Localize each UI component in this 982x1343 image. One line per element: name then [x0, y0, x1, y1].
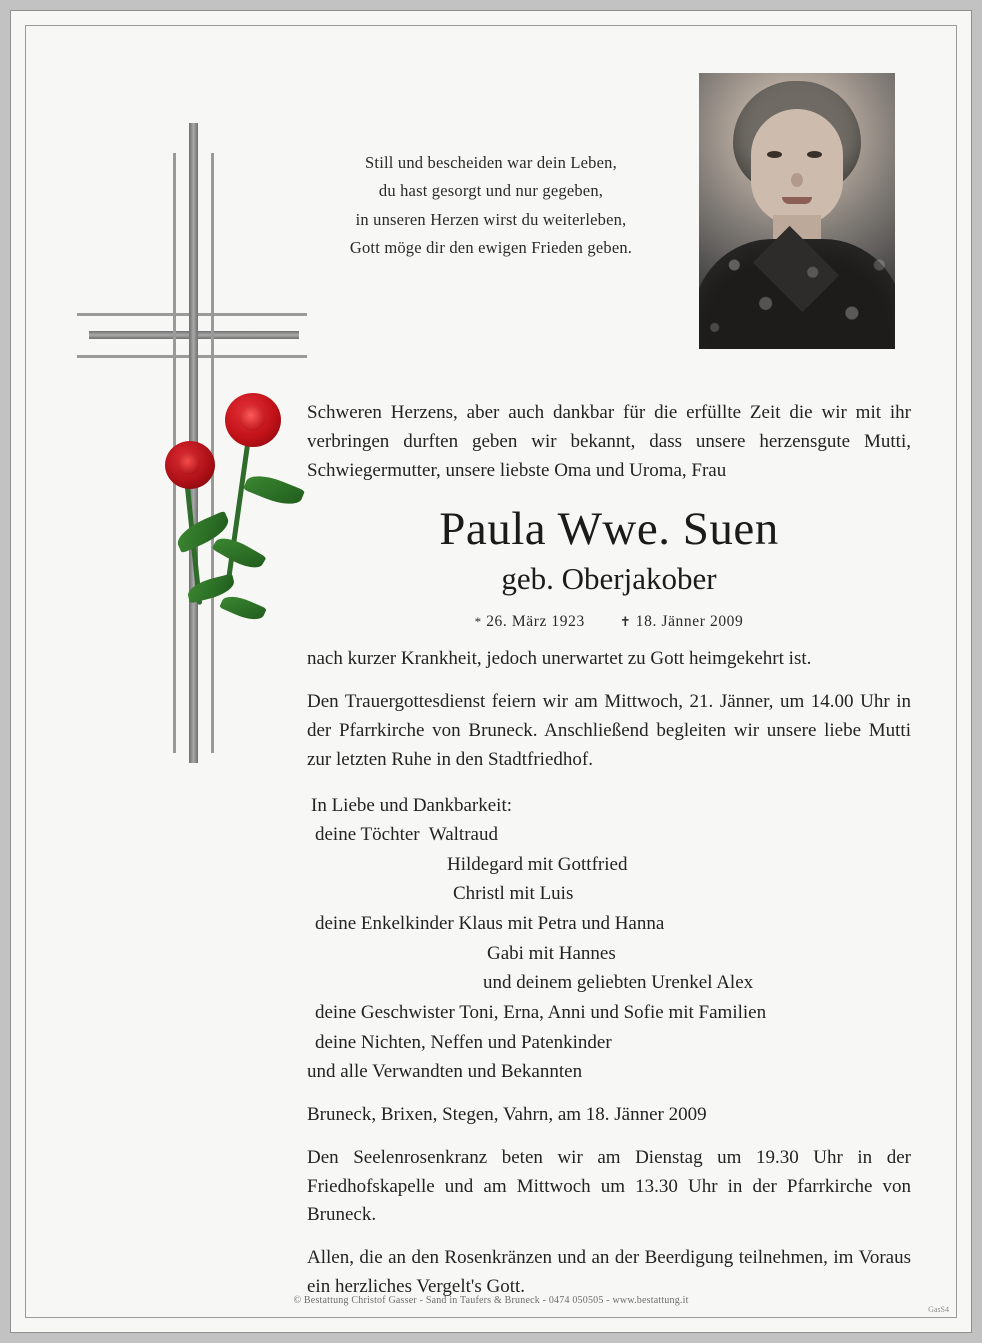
deceased-name: Paula Wwe. Suen — [439, 502, 779, 555]
funeral-service-text: Den Trauergottesdienst feiern wir am Mittwoch, 21. Jänner, um 14.00 Uhr in der Pfarrkirche von Bruneck. Anschließend begleiten wir unsere liebe Mutti zur letzten Ruhe in den Stadtfriedhof. — [307, 690, 911, 770]
portrait-eye-right — [807, 151, 822, 158]
rose-leaf-5 — [219, 591, 267, 625]
family-line-2: Hildegard mit Gottfried — [447, 853, 628, 875]
cross-illustration — [77, 123, 307, 773]
portrait-photo — [699, 73, 895, 349]
cross-symbol-icon: ✝ — [619, 613, 632, 629]
corner-reference-mark: GasS4 — [928, 1305, 949, 1314]
portrait-face — [751, 109, 843, 225]
portrait-floral-pattern — [699, 229, 895, 349]
death-date: 18. Jänner 2009 — [635, 612, 744, 630]
memorial-poem — [311, 149, 671, 263]
family-line-9: und alle Verwandten und Bekannten — [307, 1061, 583, 1083]
family-line-8: deine Nichten, Neffen und Patenkinder — [315, 1031, 612, 1053]
rosary-text: Den Seelenrosenkranz beten wir am Dienstag um 19.30 Uhr in der Friedhofskapelle und am Mittwoch um 13.30 Uhr in der Pfarrkirche von Bruneck. — [307, 1146, 911, 1226]
rose-flower-lower — [165, 441, 215, 489]
family-heading: In Liebe und Dankbarkeit: — [311, 794, 513, 816]
rose-flower-upper — [225, 393, 281, 447]
family-line-5: Gabi mit Hannes — [487, 942, 616, 964]
announcement-intro: Schweren Herzens, aber auch dankbar für die erfüllte Zeit die wir mit ihr verbringen durften geben wir bekannt, dass unsere herzensgute Mutti, Schwiegermutter, unsere liebste Oma und Uroma, Frau — [307, 402, 911, 481]
birth-date: 26. März 1923 — [486, 612, 585, 630]
family-line-6: und deinem geliebten Urenkel Alex — [483, 972, 754, 994]
memorial-text-block — [307, 399, 911, 1302]
footer-credit: © Bestattung Christof Gasser - Sand in Taufers & Bruneck - 0474 050505 - www.bestattung.it — [293, 1295, 689, 1306]
birth-symbol-icon: * — [474, 613, 482, 629]
family-line-1: deine Töchter Waltraud — [315, 824, 498, 846]
family-line-7: deine Geschwister Toni, Erna, Anni und Sofie mit Familien — [315, 1001, 767, 1023]
rose-stem-upper — [225, 441, 251, 590]
deceased-maiden-name: geb. Oberjakober — [501, 561, 717, 597]
portrait-mouth — [782, 197, 812, 204]
poem-line-2: du hast gesorgt und nur gegeben, — [378, 181, 604, 201]
poem-line-3: in unseren Herzen wirst du weiterleben, — [355, 209, 627, 229]
roses-illustration — [117, 393, 307, 673]
thanks-text: Allen, die an den Rosenkränzen und an der Beerdigung teilnehmen, im Voraus ein herzliches Vergelt's Gott. — [307, 1247, 911, 1298]
poem-line-1: Still und bescheiden war dein Leben, — [365, 153, 617, 172]
memorial-card — [10, 10, 972, 1333]
poem-line-4: Gott möge dir den ewigen Frieden geben. — [349, 238, 633, 258]
rose-leaf-1 — [243, 469, 305, 511]
life-dates — [307, 610, 911, 634]
rose-leaf-3 — [211, 531, 266, 574]
family-block — [307, 791, 911, 1087]
portrait-nose — [791, 173, 803, 187]
places-and-date: Bruneck, Brixen, Stegen, Vahrn, am 18. Jänner 2009 — [307, 1103, 707, 1125]
family-line-3: Christl mit Luis — [453, 883, 574, 905]
after-dates-text: nach kurzer Krankheit, jedoch unerwartet zu Gott heimgekehrt ist. — [307, 648, 812, 670]
portrait-eye-left — [767, 151, 782, 158]
family-line-4: deine Enkelkinder Klaus mit Petra und Hanna — [315, 913, 665, 935]
